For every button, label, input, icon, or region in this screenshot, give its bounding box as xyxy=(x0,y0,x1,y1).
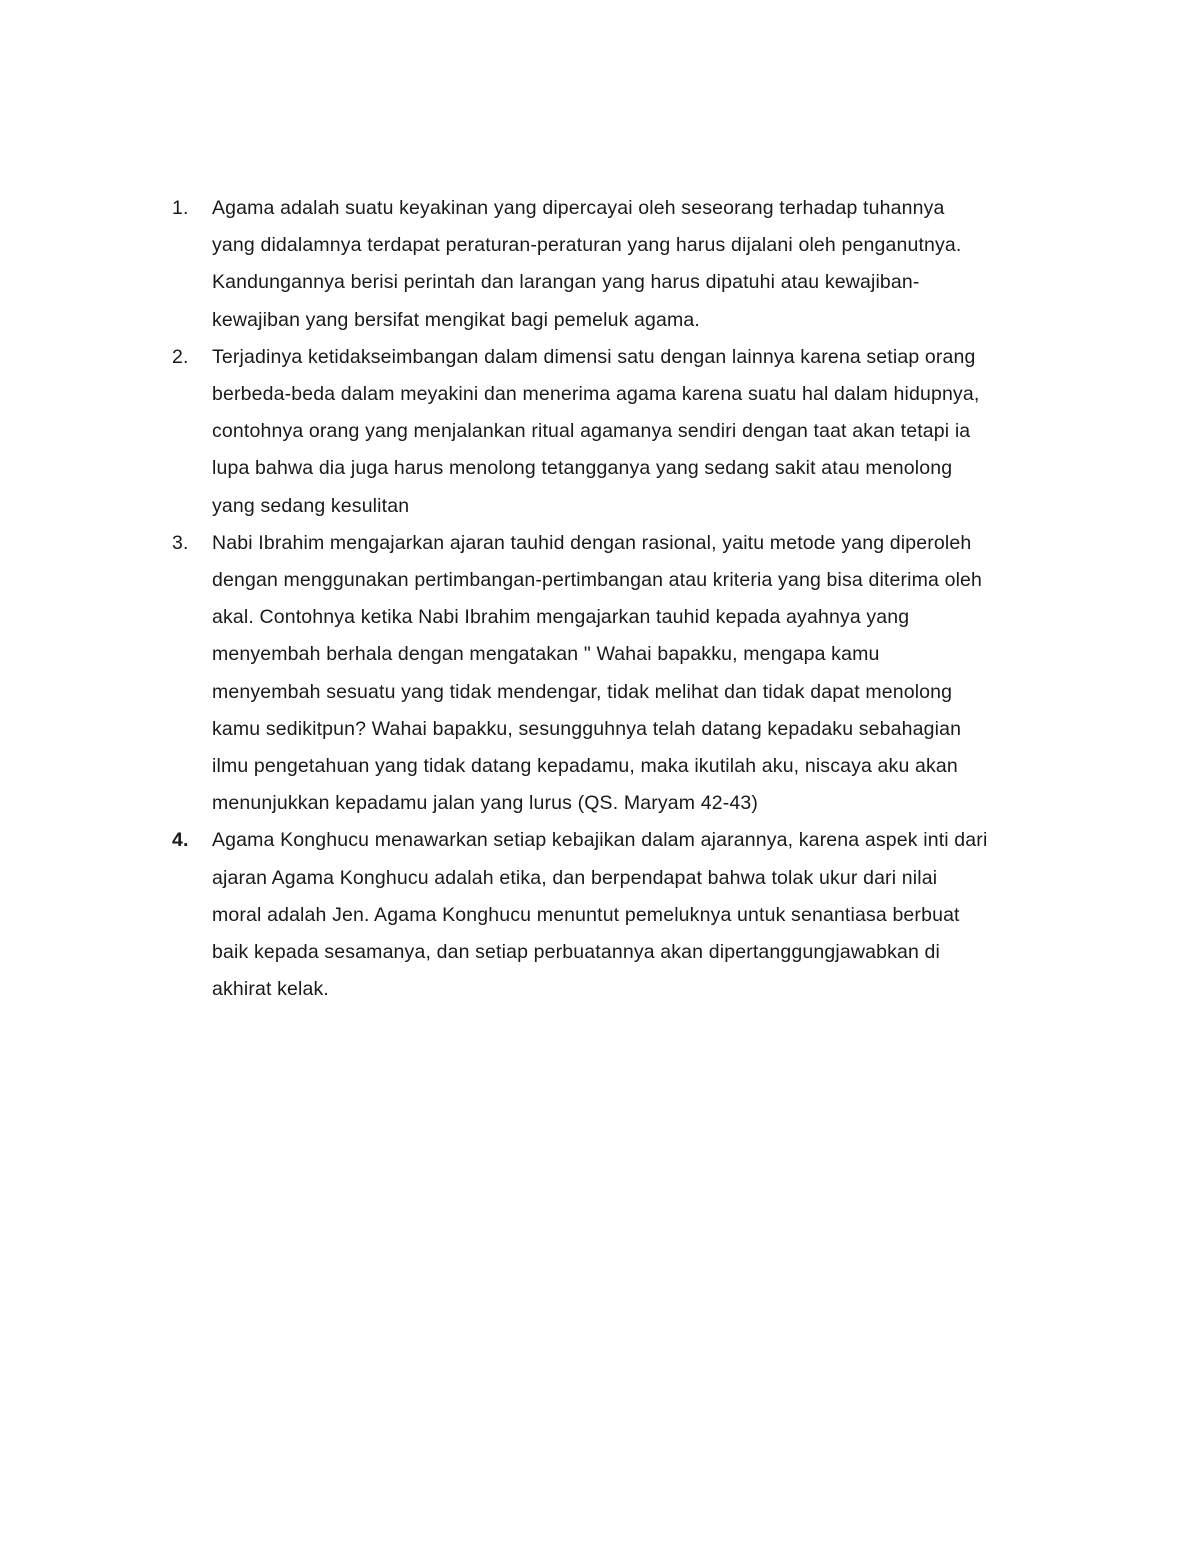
text-line: contohnya orang yang menjalankan ritual agamanya sendiri dengan taat akan tetapi ia xyxy=(212,420,971,443)
text-line: Agama adalah suatu keyakinan yang dipercayai oleh seseorang terhadap tuhannya xyxy=(212,197,945,219)
text-line: yang didalamnya terdapat peraturan-peraturan yang harus dijalani oleh penganutnya. xyxy=(212,234,962,257)
text-line: Agama Konghucu menawarkan setiap kebajikan dalam ajarannya, karena aspek inti dari xyxy=(212,829,988,852)
item-number: 2. xyxy=(172,345,189,368)
text-line: berbeda-beda dalam meyakini dan menerima agama karena suatu hal dalam hidupnya, xyxy=(212,383,980,406)
item-text xyxy=(212,525,1062,823)
text-line: akal. Contohnya ketika Nabi Ibrahim mengajarkan tauhid kepada ayahnya yang xyxy=(212,606,910,629)
item-text xyxy=(212,190,1062,339)
text-line: ilmu pengetahuan yang tidak datang kepadamu, maka ikutilah aku, niscaya aku akan xyxy=(212,755,958,778)
list-item-4 xyxy=(172,822,1062,1008)
text-line: lupa bahwa dia juga harus menolong tetangganya yang sedang sakit atau menolong xyxy=(212,457,953,480)
item-text xyxy=(212,822,1062,1008)
text-line: dengan menggunakan pertimbangan-pertimbangan atau kriteria yang bisa diterima oleh xyxy=(212,569,983,592)
text-line: ajaran Agama Konghucu adalah etika, dan berpendapat bahwa tolak ukur dari nilai xyxy=(212,866,938,889)
text-line: moral adalah Jen. Agama Konghucu menuntut pemeluknya untuk senantiasa berbuat xyxy=(212,903,960,926)
text-line: menyembah berhala dengan mengatakan " Wahai bapakku, mengapa kamu xyxy=(212,643,880,666)
item-number: 4. xyxy=(172,829,189,852)
item-number: 1. xyxy=(172,197,189,219)
text-line: Kandungannya berisi perintah dan larangan yang harus dipatuhi atau kewajiban- xyxy=(212,271,920,294)
text-line: Nabi Ibrahim mengajarkan ajaran tauhid dengan rasional, yaitu metode yang diperoleh xyxy=(212,531,972,554)
text-line: kewajiban yang bersifat mengikat bagi pemeluk agama. xyxy=(212,308,700,331)
text-line: akhirat kelak. xyxy=(212,978,329,1001)
text-line: menyembah sesuatu yang tidak mendengar, tidak melihat dan tidak dapat menolong xyxy=(212,680,953,703)
text-line: baik kepada sesamanya, dan setiap perbuatannya akan dipertanggungjawabkan di xyxy=(212,941,941,964)
list-item-2 xyxy=(172,339,1062,525)
list-item-3 xyxy=(172,525,1062,823)
answer-list xyxy=(172,190,1062,1008)
text-line: kamu sedikitpun? Wahai bapakku, sesungguhnya telah datang kepadaku sebahagian xyxy=(212,717,962,740)
text-line: menunjukkan kepadamu jalan yang lurus (QS. Maryam 42-43) xyxy=(212,792,759,815)
text-line: yang sedang kesulitan xyxy=(212,494,410,517)
list-item-1 xyxy=(172,190,1062,339)
item-text xyxy=(212,339,1062,525)
text-line: Terjadinya ketidakseimbangan dalam dimensi satu dengan lainnya karena setiap orang xyxy=(212,345,976,368)
item-number: 3. xyxy=(172,531,189,554)
